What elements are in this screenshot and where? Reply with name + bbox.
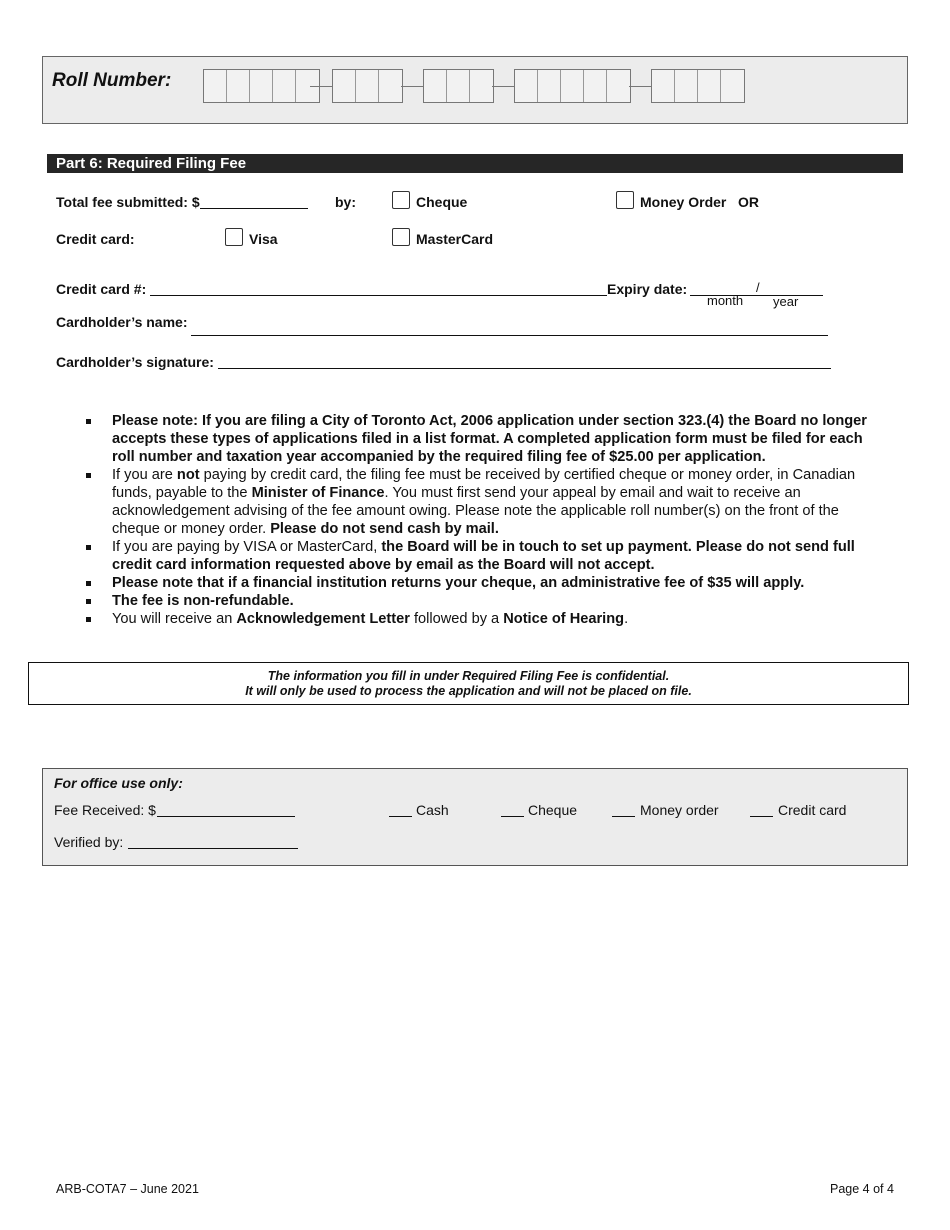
expiry-slash: / bbox=[756, 280, 760, 295]
roll-separator bbox=[401, 86, 423, 87]
roll-digit[interactable] bbox=[584, 70, 607, 102]
roll-digit[interactable] bbox=[515, 70, 538, 102]
office-use-title: For office use only: bbox=[54, 775, 183, 791]
fee-received-label: Fee Received: $ bbox=[54, 802, 156, 818]
filing-notes bbox=[80, 412, 885, 628]
roll-digit[interactable] bbox=[204, 70, 227, 102]
list-item: The fee is non-refundable. bbox=[80, 592, 885, 610]
expiry-month-hint: month bbox=[707, 293, 744, 308]
verified-by-label: Verified by: bbox=[54, 834, 124, 850]
cardholder-signature-label: Cardholder’s signature: bbox=[56, 354, 214, 370]
office-credit-card-field[interactable] bbox=[750, 816, 773, 817]
cash-field[interactable] bbox=[389, 816, 412, 817]
office-money-order-field[interactable] bbox=[612, 816, 635, 817]
roll-separator bbox=[492, 86, 514, 87]
roll-digit[interactable] bbox=[379, 70, 402, 102]
card-number-field[interactable] bbox=[150, 295, 607, 296]
roll-digit[interactable] bbox=[698, 70, 721, 102]
roll-digit[interactable] bbox=[447, 70, 470, 102]
roll-number-group-4[interactable] bbox=[514, 69, 631, 103]
roll-digit[interactable] bbox=[561, 70, 584, 102]
roll-digit[interactable] bbox=[424, 70, 447, 102]
roll-number-group-3[interactable] bbox=[423, 69, 494, 103]
roll-digit[interactable] bbox=[470, 70, 493, 102]
list-item bbox=[80, 412, 885, 466]
fee-received-field[interactable] bbox=[157, 816, 295, 817]
confidential-line-2: It will only be used to process the application and will not be placed on file. bbox=[245, 684, 692, 698]
roll-digit[interactable] bbox=[675, 70, 698, 102]
expiry-year-hint: year bbox=[773, 294, 799, 309]
cheque-label: Cheque bbox=[416, 194, 468, 210]
or-label: OR bbox=[738, 194, 759, 210]
office-cheque-field[interactable] bbox=[501, 816, 524, 817]
roll-digit[interactable] bbox=[273, 70, 296, 102]
credit-card-label: Credit card: bbox=[56, 231, 135, 247]
list-item: If you are not paying by credit card, the filing fee must be received by certified cheque or money order, in Canadian funds, payable to the Minister of Finance. You must first send your appeal by email and wait to receive an acknowledgement advising of the fee amount owing. Please note the applicable roll number(s) on the front of the cheque or money order. Please do not send cash by mail. bbox=[80, 466, 885, 538]
confidential-line-1: The information you fill in under Required Filing Fee is confidential. bbox=[267, 669, 670, 683]
confidential-notice bbox=[28, 662, 909, 705]
roll-number-label: Roll Number: bbox=[52, 70, 172, 91]
list-item: You will receive an Acknowledgement Letter followed by a Notice of Hearing. bbox=[80, 610, 885, 628]
visa-checkbox[interactable] bbox=[225, 228, 243, 246]
mastercard-checkbox[interactable] bbox=[392, 228, 410, 246]
cash-label: Cash bbox=[416, 802, 449, 818]
form-id: ARB-COTA7 – June 2021 bbox=[56, 1182, 199, 1196]
cardholder-name-field[interactable] bbox=[191, 335, 828, 336]
cardholder-name-label: Cardholder’s name: bbox=[56, 314, 188, 330]
office-credit-card-label: Credit card bbox=[778, 802, 847, 818]
office-cheque-label: Cheque bbox=[528, 802, 578, 818]
roll-digit[interactable] bbox=[356, 70, 379, 102]
list-item: If you are paying by VISA or MasterCard, the Board will be in touch to set up payment. Please do not send full credit card information requested above by email as the Board will not accept. bbox=[80, 538, 885, 574]
total-fee-label: Total fee submitted: $ bbox=[56, 194, 200, 210]
roll-separator bbox=[310, 86, 332, 87]
card-number-label: Credit card #: bbox=[56, 281, 147, 297]
roll-digit[interactable] bbox=[333, 70, 356, 102]
money-order-label: Money Order bbox=[640, 194, 727, 210]
roll-digit[interactable] bbox=[250, 70, 273, 102]
total-fee-field[interactable] bbox=[200, 208, 308, 209]
roll-number-group-1[interactable] bbox=[203, 69, 320, 103]
roll-digit[interactable] bbox=[652, 70, 675, 102]
roll-digit[interactable] bbox=[227, 70, 250, 102]
cheque-checkbox[interactable] bbox=[392, 191, 410, 209]
cardholder-signature-field[interactable] bbox=[218, 368, 831, 369]
note-list-format: Please note: If you are filing a City of Toronto Act, 2006 application under section 323.(4) the Board no longer accepts these types of applications filed in a list format. A completed application form must be filed for each roll number and taxation year accompanied by the required filing fee of $25.00 per application. bbox=[112, 413, 867, 465]
roll-number-group-2[interactable] bbox=[332, 69, 403, 103]
verified-by-field[interactable] bbox=[128, 848, 298, 849]
part6-header: Part 6: Required Filing Fee bbox=[47, 154, 903, 173]
money-order-checkbox[interactable] bbox=[616, 191, 634, 209]
mastercard-label: MasterCard bbox=[416, 231, 494, 247]
roll-digit[interactable] bbox=[721, 70, 744, 102]
office-money-order-label: Money order bbox=[640, 802, 719, 818]
roll-separator bbox=[629, 86, 651, 87]
expiry-date-label: Expiry date: bbox=[607, 281, 688, 297]
roll-digit[interactable] bbox=[607, 70, 630, 102]
list-item: Please note that if a financial institution returns your cheque, an administrative fee of $35 will apply. bbox=[80, 574, 885, 592]
page-number: Page 4 of 4 bbox=[830, 1182, 894, 1196]
visa-label: Visa bbox=[249, 231, 278, 247]
by-label: by: bbox=[335, 194, 356, 210]
roll-digit[interactable] bbox=[538, 70, 561, 102]
roll-number-group-5[interactable] bbox=[651, 69, 745, 103]
